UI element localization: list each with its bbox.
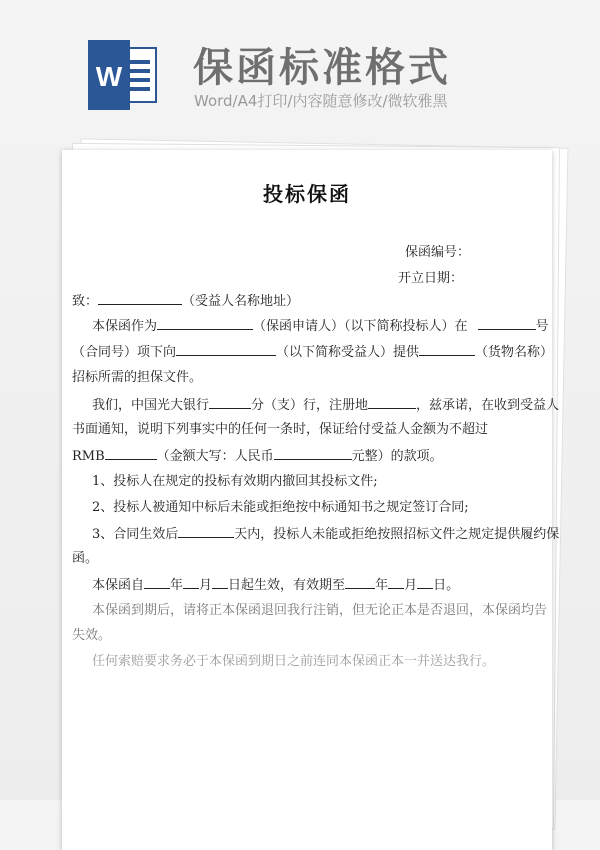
paragraph-4-line-1: 本保函到期后，请将正本保函退回我行注销，但无论正本是否退回，本保函均告 [92,603,548,618]
addressee-line: 致： （受益人名称地址） [72,291,299,312]
paragraph-4-line-2: 失效。 [72,628,112,643]
clause-1: 1、投标人在规定的投标有效期内撤回其投标文件; [92,474,378,489]
paragraph-2-line-2: 书面通知，说明下列事实中的任何一条时，保证给付受益人金额为不超过 [72,422,489,437]
paragraph-2-line-1: 我们，中国光大银行 分（支）行，注册地 ，兹承诺，在收到受益人 [92,395,559,416]
paragraph-5: 任何索赔要求务必于本保函到期日之前连同本保函正本一并送达我行。 [92,654,496,669]
paragraph-1-line-2: （合同号）项下向 （以下简称受益人）提供 （货物名称） [72,342,553,363]
issue-date-label: 开立日期： [398,271,464,286]
document-title: 投标保函 [263,182,351,206]
banner-subtitle: Word/A4打印/内容随意修改/微软雅黑 [194,92,448,110]
banner-header [0,0,600,140]
word-icon [88,40,160,110]
guarantee-number-label: 保函编号： [405,245,471,260]
word-icon-letter: W [95,61,123,92]
paragraph-2-line-3: RMB （金额大写：人民币 元整）的款项。 [72,446,443,467]
clause-3-line-1: 3、合同生效后 天内，投标人未能或拒绝按照招标文件之规定提供履约保 [92,524,559,545]
document-page [62,150,560,850]
clause-2: 2、投标人被通知中标后未能或拒绝按中标通知书之规定签订合同; [92,500,469,515]
paragraph-1-line-3: 招标所需的担保文件。 [72,370,203,385]
clause-3-line-2: 函。 [72,551,99,566]
banner-title: 保函标准格式 [193,45,451,91]
paragraph-1-line-1: 本保函作为 （保函申请人）（以下简称投标人）在 号 [92,316,549,337]
paragraph-3-validity: 本保函自 年 月 日起生效，有效期至 年 月 日。 [92,575,459,596]
